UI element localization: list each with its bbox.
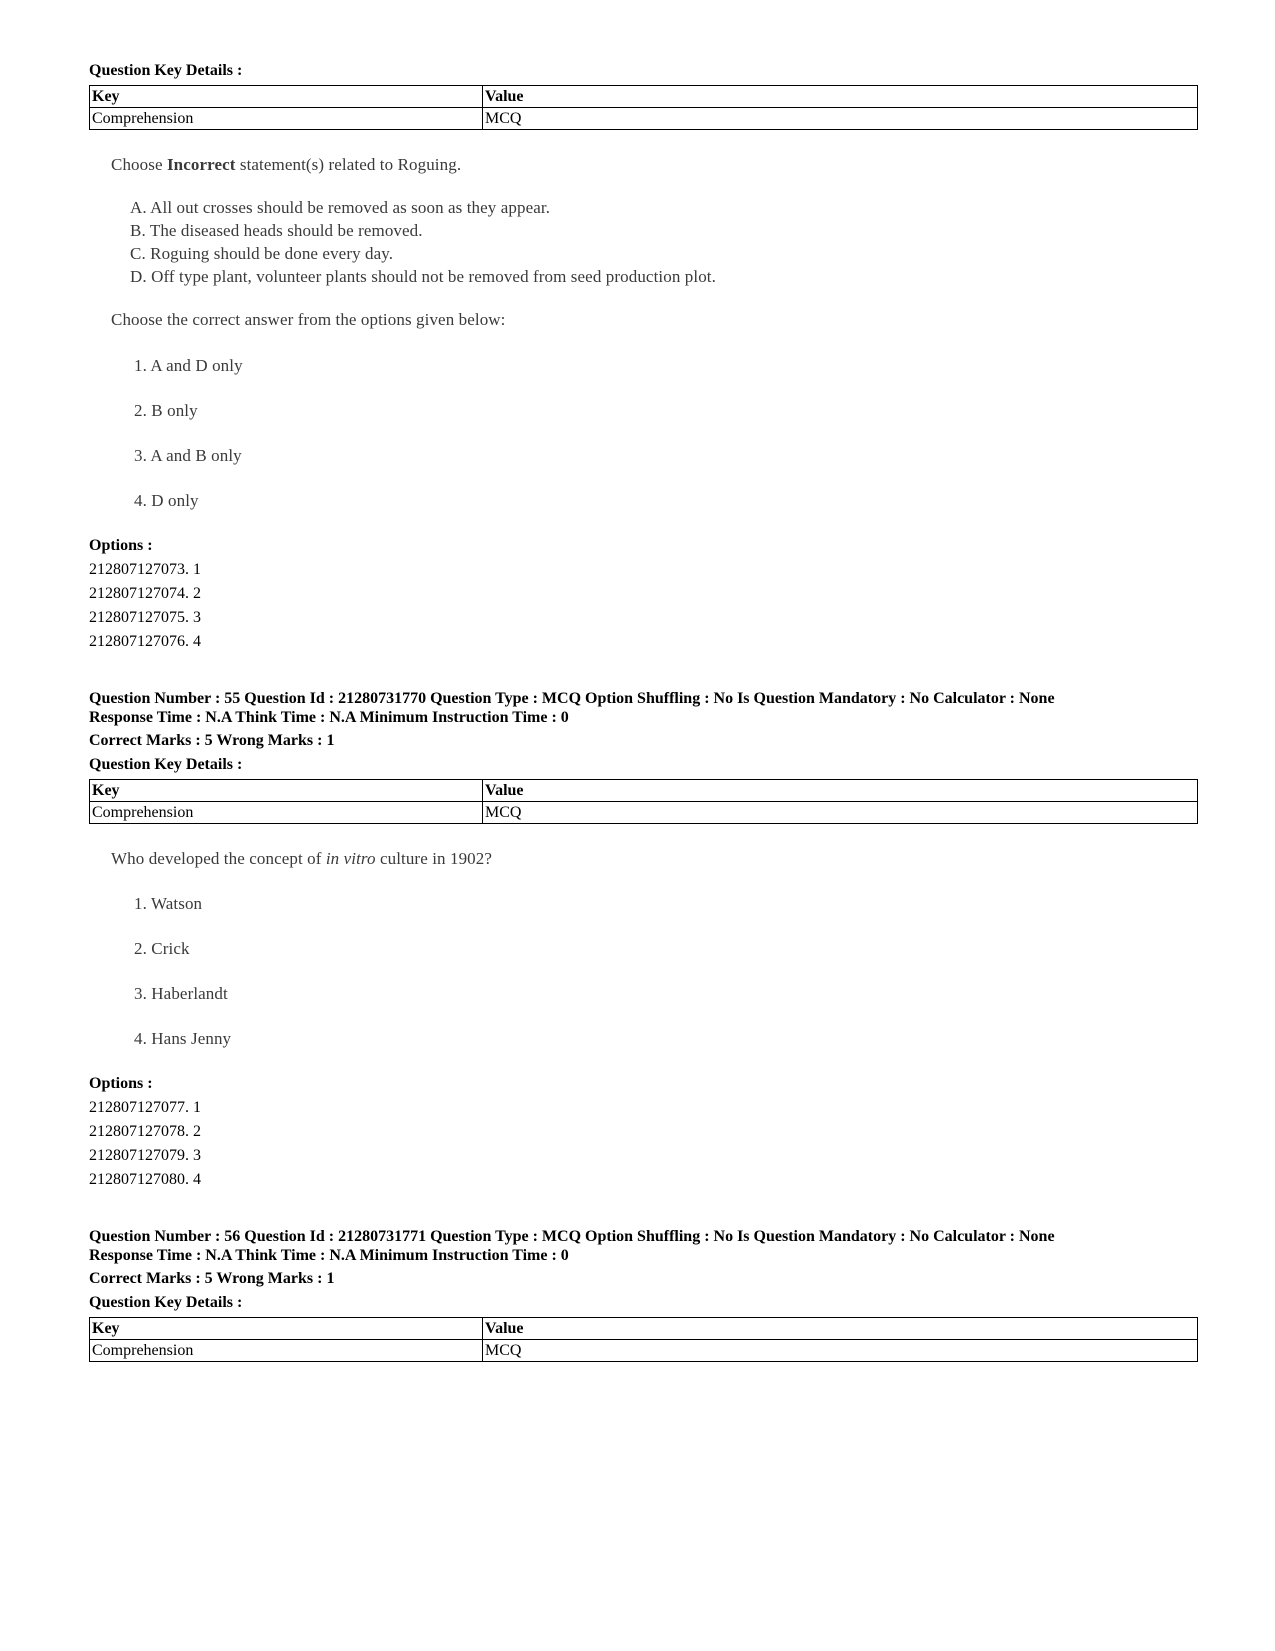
choice-item: 4. D only bbox=[134, 491, 199, 510]
choice-item: 1. Watson bbox=[134, 894, 203, 913]
table-header-value: Value bbox=[483, 86, 1198, 108]
table-header-key: Key bbox=[90, 1318, 483, 1340]
option-item: 212807127079. 3 bbox=[89, 1147, 201, 1164]
option-item: 212807127080. 4 bbox=[89, 1171, 201, 1188]
table-cell-key: Comprehension bbox=[90, 802, 483, 824]
option-item: 212807127077. 1 bbox=[89, 1099, 201, 1116]
question-instruction: Choose the correct answer from the options given below: bbox=[111, 310, 506, 329]
question-key-table bbox=[89, 779, 1198, 824]
table-cell-value: MCQ bbox=[483, 108, 1198, 130]
options-label: Options : bbox=[89, 1075, 153, 1092]
question-meta-line: Question Number : 56 Question Id : 21280731771 Question Type : MCQ Option Shuffling : No Is Question Mandatory : No Calculator : None bbox=[89, 1228, 1055, 1245]
question-key-details-label: Question Key Details : bbox=[89, 1294, 243, 1311]
question-key-table bbox=[89, 1317, 1198, 1362]
choice-item: 2. Crick bbox=[134, 939, 190, 958]
statement-item: B. The diseased heads should be removed. bbox=[130, 221, 423, 240]
option-item: 212807127073. 1 bbox=[89, 561, 201, 578]
table-row bbox=[90, 1340, 1198, 1362]
table-row bbox=[90, 108, 1198, 130]
option-item: 212807127074. 2 bbox=[89, 585, 201, 602]
question-key-table bbox=[89, 85, 1198, 130]
option-item: 212807127075. 3 bbox=[89, 609, 201, 626]
statement-item: C. Roguing should be done every day. bbox=[130, 244, 394, 263]
choice-item: 3. A and B only bbox=[134, 446, 242, 465]
options-label: Options : bbox=[89, 537, 153, 554]
question-meta-line: Response Time : N.A Think Time : N.A Minimum Instruction Time : 0 bbox=[89, 709, 569, 726]
option-item: 212807127076. 4 bbox=[89, 633, 201, 650]
table-cell-key: Comprehension bbox=[90, 108, 483, 130]
question-meta-line: Question Number : 55 Question Id : 21280731770 Question Type : MCQ Option Shuffling : No Is Question Mandatory : No Calculator : None bbox=[89, 690, 1055, 707]
question-stem: Choose Incorrect statement(s) related to Roguing. bbox=[111, 155, 462, 174]
table-cell-value: MCQ bbox=[483, 1340, 1198, 1362]
options-list bbox=[89, 558, 201, 654]
question-key-details-label: Question Key Details : bbox=[89, 62, 243, 79]
choice-item: 3. Haberlandt bbox=[134, 984, 228, 1003]
options-list bbox=[89, 1096, 201, 1192]
table-header-row bbox=[90, 1318, 1198, 1340]
question-meta-line: Response Time : N.A Think Time : N.A Minimum Instruction Time : 0 bbox=[89, 1247, 569, 1264]
table-header-key: Key bbox=[90, 780, 483, 802]
choice-item: 1. A and D only bbox=[134, 356, 243, 375]
choice-item: 2. B only bbox=[134, 401, 198, 420]
table-cell-key: Comprehension bbox=[90, 1340, 483, 1362]
question-marks: Correct Marks : 5 Wrong Marks : 1 bbox=[89, 732, 335, 749]
question-key-details-label: Question Key Details : bbox=[89, 756, 243, 773]
table-header-value: Value bbox=[483, 780, 1198, 802]
question-stem: Who developed the concept of in vitro culture in 1902? bbox=[111, 849, 493, 868]
option-item: 212807127078. 2 bbox=[89, 1123, 201, 1140]
choice-item: 4. Hans Jenny bbox=[134, 1029, 232, 1048]
table-header-row bbox=[90, 780, 1198, 802]
table-header-key: Key bbox=[90, 86, 483, 108]
question-marks: Correct Marks : 5 Wrong Marks : 1 bbox=[89, 1270, 335, 1287]
table-header-row bbox=[90, 86, 1198, 108]
statement-item: D. Off type plant, volunteer plants should not be removed from seed production plot. bbox=[130, 267, 716, 286]
table-row bbox=[90, 802, 1198, 824]
statement-item: A. All out crosses should be removed as soon as they appear. bbox=[130, 198, 551, 217]
table-header-value: Value bbox=[483, 1318, 1198, 1340]
table-cell-value: MCQ bbox=[483, 802, 1198, 824]
